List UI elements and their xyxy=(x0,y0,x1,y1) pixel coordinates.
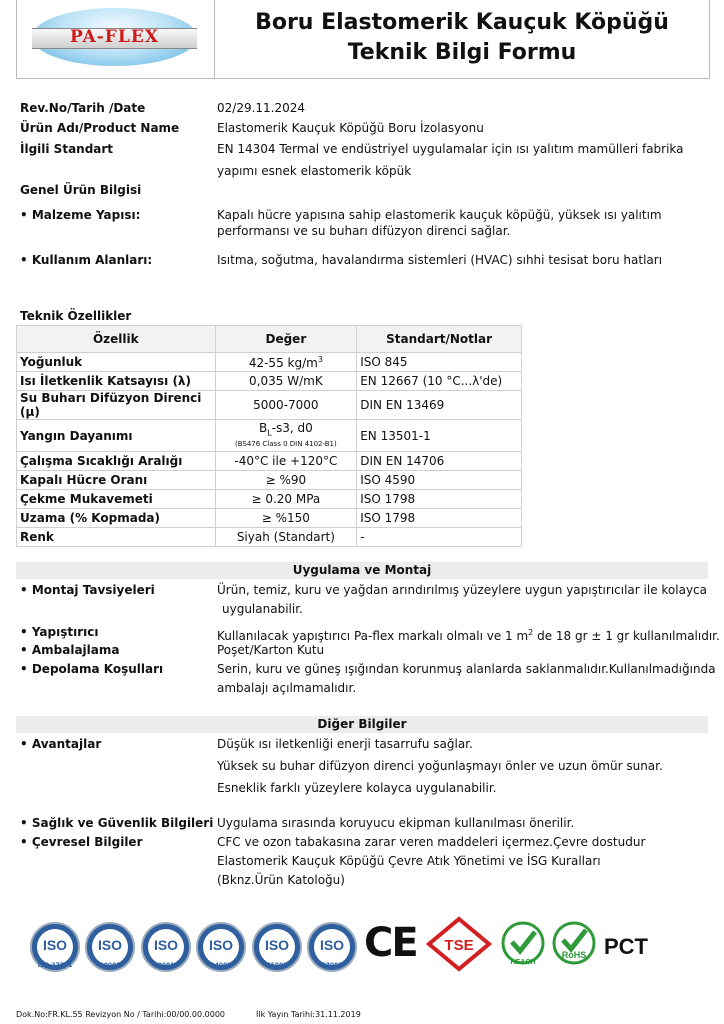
value-cell: ≥ 0.20 MPa xyxy=(215,490,357,509)
value-cell: -40°C ile +120°C xyxy=(215,452,357,471)
value-cell: 5000-7000 xyxy=(215,391,357,420)
env-value-1: CFC ve ozon tabakasına zarar veren maddeleri içermez.Çevre dostudur xyxy=(217,835,646,849)
montage-value-1: Ürün, temiz, kuru ve yağdan arındırılmış yüzeylere uygun yapıştırıcılar ile kolayca xyxy=(217,583,707,597)
iso-27701-logo: ISO xyxy=(30,922,80,972)
header xyxy=(16,0,710,79)
health-label: • Sağlık ve Güvenlik Bilgileri xyxy=(20,816,214,830)
iso-27001-logo: ISO xyxy=(307,922,357,972)
env-label: • Çevresel Bilgiler xyxy=(20,835,143,849)
env-value-2: Elastomerik Kauçuk Köpüğü Çevre Atık Yönetimi ve İSG Kuralları xyxy=(217,854,601,868)
ce-mark-icon: CE xyxy=(364,920,417,966)
footer-doc-no: Dok.No:FR.KL.55 Revizyon No / Tarihi:00/00.00.0000 xyxy=(16,1010,226,1019)
table-row xyxy=(17,372,522,391)
adhesive-value-sup: 2 xyxy=(528,628,534,637)
packaging-label: • Ambalajlama xyxy=(20,643,120,657)
table-row xyxy=(17,490,522,509)
pct-logo-icon xyxy=(601,918,651,968)
value-cell: 0,035 W/mK xyxy=(215,372,357,391)
reach-logo-icon xyxy=(500,920,546,968)
other-section-title: Diğer Bilgiler xyxy=(16,716,708,733)
tse-logo-icon xyxy=(426,916,492,972)
pa-flex-logo xyxy=(32,8,197,66)
tech-spec-table xyxy=(16,325,522,547)
value-post: -s3, d0 xyxy=(271,420,313,435)
advantage-3: Esneklik farklı yüzeylere kolayca uygulanabilir. xyxy=(217,781,497,795)
svg-text:TSE: TSE xyxy=(444,937,474,954)
storage-value-1: Serin, kuru ve güneş ışığından korunmuş alanlarda saklanmalıdır.Kullanılmadığında xyxy=(217,662,716,676)
adhesive-value-pre: Kullanılacak yapıştırıcı Pa-flex markalı olmalı ve 1 m xyxy=(217,629,529,643)
table-header: Standart/Notlar xyxy=(357,326,522,353)
value-pre: B xyxy=(258,420,268,435)
rev-value: 02/29.11.2024 xyxy=(217,101,306,115)
value-sup: 3 xyxy=(317,354,323,364)
table-row xyxy=(17,471,522,490)
title-line-1: Boru Elastomerik Kauçuk Köpüğü xyxy=(255,10,669,35)
material-value-1: Kapalı hücre yapısına sahip elastomerik kauçuk köpüğü, yüksek ısı yalıtım xyxy=(217,208,662,222)
svg-text:RoHS: RoHS xyxy=(561,950,587,960)
property-cell: Kapalı Hücre Oranı xyxy=(17,471,216,490)
standard-cell: ISO 4590 xyxy=(357,471,522,490)
table-header: Değer xyxy=(215,326,357,353)
logo-text: PA-FLEX xyxy=(70,27,159,47)
advantages-label: • Avantajlar xyxy=(20,737,102,751)
table-row xyxy=(17,353,522,372)
standard-cell: ISO 845 xyxy=(357,353,522,372)
adhesive-label: • Yapıştırıcı xyxy=(20,625,99,639)
standard-cell: DIN EN 13469 xyxy=(357,391,522,420)
standard-cell: ISO 1798 xyxy=(357,509,522,528)
standard-cell: EN 13501-1 xyxy=(357,420,522,452)
standard-cell: EN 12667 (10 °C...λ'de) xyxy=(357,372,522,391)
table-header-row xyxy=(17,326,522,353)
adhesive-value-post: de 18 gr ± 1 gr kullanılmalıdır. xyxy=(533,629,720,643)
usage-label: • Kullanım Alanları: xyxy=(20,253,153,267)
table-header: Özellik xyxy=(17,326,216,353)
property-cell: Çalışma Sıcaklığı Aralığı xyxy=(17,452,216,471)
advantage-1: Düşük ısı iletkenliği enerji tasarrufu sağlar. xyxy=(217,737,473,751)
rohs-logo-icon xyxy=(551,920,597,968)
svg-text:REACH: REACH xyxy=(510,959,536,966)
value-cell xyxy=(215,353,357,372)
env-value-3: (Bknz.Ürün Katoloğu) xyxy=(217,873,345,887)
property-cell: Isı İletkenlik Katsayısı (λ) xyxy=(17,372,216,391)
material-value-2: performansı ve su buharı difüzyon direnci sağlar. xyxy=(217,224,511,238)
adhesive-value xyxy=(217,625,720,644)
iso-50001-logo: ISO xyxy=(85,922,135,972)
product-value: Elastomerik Kauçuk Köpüğü Boru İzolasyonu xyxy=(217,121,484,135)
property-cell: Su Buharı Difüzyon Direnci (µ) xyxy=(17,391,216,420)
table-row xyxy=(17,452,522,471)
iso-45001-logo: ISO xyxy=(252,922,302,972)
iso-9001-logo: ISO xyxy=(141,922,191,972)
value-text: 42-55 kg/m xyxy=(248,355,318,370)
value-note: (BS476 Class 0 DIN 4102-B1) xyxy=(234,440,337,449)
material-label: • Malzeme Yapısı: xyxy=(20,208,141,222)
iso-14001-logo: ISO xyxy=(196,922,246,972)
table-row xyxy=(17,420,522,452)
iso-number: 9001 xyxy=(157,962,175,969)
footer-first-publication: İlk Yayın Tarihi:31.11.2019 xyxy=(256,1010,361,1019)
logo-cell xyxy=(17,0,215,78)
value-cell xyxy=(215,420,357,452)
usage-value: Isıtma, soğutma, havalandırma sistemleri (HVAC) sıhhi tesisat boru hatları xyxy=(217,253,663,267)
advantage-2: Yüksek su buhar difüzyon direnci yoğunlaşmayı önler ve uzun ömür sunar. xyxy=(217,759,663,773)
standard-value-1: EN 14304 Termal ve endüstriyel uygulamalar için ısı yalıtım mamülleri fabrika xyxy=(217,142,684,156)
standard-label: İlgili Standart xyxy=(20,142,114,156)
product-label: Ürün Adı/Product Name xyxy=(20,121,180,135)
iso-number: 50001 xyxy=(99,962,121,969)
property-cell: Renk xyxy=(17,528,216,547)
packaging-value: Poşet/Karton Kutu xyxy=(217,643,325,657)
health-value: Uygulama sırasında koruyucu ekipman kullanılması önerilir. xyxy=(217,816,575,830)
table-row xyxy=(17,391,522,420)
rev-label: Rev.No/Tarih /Date xyxy=(20,101,146,115)
general-info-label: Genel Ürün Bilgisi xyxy=(20,183,142,197)
value-cell: ≥ %150 xyxy=(215,509,357,528)
standard-cell: - xyxy=(357,528,522,547)
title-line-2: Teknik Bilgi Formu xyxy=(347,40,577,65)
iso-number: 45001 xyxy=(266,962,288,969)
svg-text:PCT: PCT xyxy=(604,934,648,959)
application-section-title: Uygulama ve Montaj xyxy=(16,562,708,579)
iso-number: ISO 27701 xyxy=(37,962,73,969)
value-sub: L xyxy=(267,428,272,438)
storage-label: • Depolama Koşulları xyxy=(20,662,164,676)
montage-label: • Montaj Tavsiyeleri xyxy=(20,583,155,597)
standard-cell: ISO 1798 xyxy=(357,490,522,509)
property-cell: Yoğunluk xyxy=(17,353,216,372)
storage-value-2: ambalajı açılmamalıdır. xyxy=(217,681,357,695)
standard-value-2: yapımı esnek elastomerik köpük xyxy=(217,164,412,178)
table-row xyxy=(17,528,522,547)
property-cell: Çekme Mukavemeti xyxy=(17,490,216,509)
iso-number: 14001 xyxy=(210,962,232,969)
property-cell: Uzama (% Kopmada) xyxy=(17,509,216,528)
montage-value-2: uygulanabilir. xyxy=(222,602,303,616)
table-row xyxy=(17,509,522,528)
property-cell: Yangın Dayanımı xyxy=(17,420,216,452)
value-cell: Siyah (Standart) xyxy=(215,528,357,547)
iso-number: 27001 xyxy=(321,962,343,969)
standard-cell: DIN EN 14706 xyxy=(357,452,522,471)
document-title xyxy=(215,0,709,68)
value-cell: ≥ %90 xyxy=(215,471,357,490)
tech-section-title: Teknik Özellikler xyxy=(20,309,132,323)
